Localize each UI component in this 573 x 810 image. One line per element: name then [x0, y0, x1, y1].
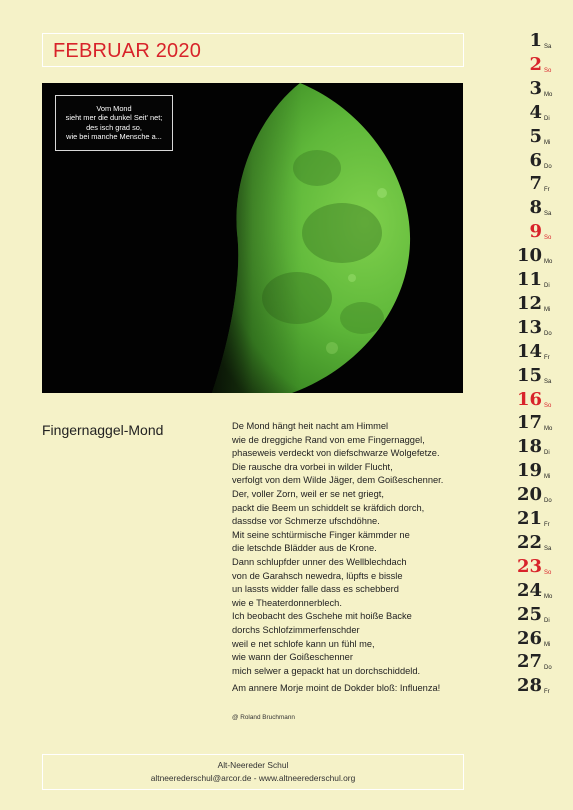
day-number: 5 — [529, 125, 542, 147]
weekday-label: Sa — [544, 545, 552, 552]
day-number: 10 — [516, 245, 542, 267]
calendar-day — [508, 172, 573, 194]
day-number: 2 — [529, 53, 542, 75]
poem-line: Ich beobacht des Gschehe mit hoiße Backe — [232, 611, 412, 622]
poem-ending: Am annere Morje moint de Dokder bloß: Influenza! — [232, 683, 441, 694]
calendar-day — [508, 149, 573, 171]
quote-line: Vom Mond — [96, 104, 132, 113]
calendar-day — [508, 125, 573, 147]
calendar-day — [508, 603, 573, 625]
calendar-day — [508, 459, 573, 481]
weekday-label: Mi — [544, 641, 551, 648]
day-number: 8 — [529, 197, 542, 219]
weekday-label: So — [544, 67, 552, 74]
weekday-label: Do — [544, 498, 552, 505]
title-box — [42, 33, 464, 67]
calendar-day — [508, 531, 573, 553]
calendar-day — [508, 388, 573, 410]
weekday-label: So — [544, 235, 552, 242]
calendar-day — [508, 579, 573, 601]
day-number: 6 — [529, 149, 542, 171]
calendar-day — [508, 555, 573, 577]
day-number: 19 — [516, 460, 542, 482]
poem-title: Fingernaggel-Mond — [42, 422, 164, 438]
weekday-label: Mo — [544, 426, 553, 433]
weekday-label: Sa — [544, 211, 552, 218]
poem-line: Dann schlupfder unner des Wellblechdach — [232, 556, 407, 567]
calendar-day — [508, 650, 573, 672]
calendar-day — [508, 435, 573, 457]
weekday-label: Di — [544, 450, 550, 457]
calendar-day — [508, 77, 573, 99]
calendar-day — [508, 411, 573, 433]
calendar-day — [508, 196, 573, 218]
day-number: 25 — [516, 603, 542, 625]
day-number: 16 — [516, 388, 542, 410]
day-number: 14 — [516, 340, 542, 362]
day-number: 15 — [516, 364, 542, 386]
day-number: 11 — [516, 269, 542, 290]
calendar-day — [508, 364, 573, 386]
poem-line: wie de dreggiche Rand von eme Fingernaggel, — [232, 434, 425, 445]
poem-line: Die rausche dra vorbei in wilder Flucht, — [232, 461, 393, 472]
calendar-day — [508, 483, 573, 505]
weekday-label: So — [544, 402, 552, 409]
quote-line: sieht mer die dunkel Seit' net; — [65, 113, 163, 123]
poem-line: De Mond hängt heit nacht am Himmel — [232, 421, 389, 431]
calendar-day — [508, 292, 573, 314]
moon-quote — [55, 95, 173, 151]
calendar-day — [508, 627, 573, 649]
weekday-label: Mo — [544, 259, 553, 266]
poem-line: die letschde Blädder aus de Krone. — [232, 543, 377, 554]
calendar-day — [508, 244, 573, 266]
weekday-label: Mo — [544, 91, 553, 98]
poem-line: Mit seine schtürmische Finger kämmder ne — [232, 529, 410, 540]
weekday-label: Mi — [544, 474, 551, 481]
footer-contact[interactable]: altneerederschul@arcor.de - www.altneerederschul.org — [150, 773, 356, 783]
day-number: 28 — [516, 675, 542, 697]
weekday-label: Do — [544, 163, 552, 170]
day-number: 17 — [516, 412, 542, 434]
calendar-day — [508, 53, 573, 75]
quote-line: des isch grad so, — [86, 122, 142, 132]
poem-line: mich selwer a gepackt hat un dorchschiddeld. — [232, 665, 421, 676]
poem-line: von de Garahsch newedra, lüpfts e bissle — [232, 570, 403, 581]
poem-line: dorchs Schlofzimmerfenschder — [232, 624, 360, 635]
day-number: 13 — [516, 316, 542, 338]
day-number: 9 — [529, 221, 542, 243]
day-number: 4 — [529, 101, 542, 123]
weekday-label: Do — [544, 330, 552, 337]
day-number: 3 — [529, 77, 542, 99]
weekday-label: Do — [544, 665, 552, 672]
weekday-label: Fr — [544, 354, 550, 361]
day-number: 23 — [516, 555, 542, 577]
poem-line: Der, voller Zorn, weil er se net griegt, — [232, 488, 384, 499]
calendar-day — [508, 674, 573, 696]
weekday-label: Fr — [544, 187, 550, 194]
poem-line: packt die Beem un schiddelt se kräfdich dorch, — [232, 502, 425, 513]
weekday-label: Di — [544, 617, 550, 624]
day-number: 20 — [516, 484, 542, 506]
day-number: 24 — [516, 579, 542, 601]
weekday-label: Fr — [544, 522, 550, 528]
day-number: 18 — [516, 436, 542, 458]
weekday-label: Sa — [544, 44, 552, 50]
weekday-label: Mi — [544, 306, 551, 313]
calendar-day — [508, 29, 573, 51]
weekday-label: Di — [544, 283, 550, 289]
day-number: 1 — [529, 30, 542, 51]
quote-line: wie bei manche Mensche a... — [66, 132, 162, 142]
day-number: 21 — [516, 508, 542, 529]
poem-line: weil e net schlofe kann un fühl me, — [232, 638, 375, 649]
footer — [42, 754, 464, 790]
poem-line: wie e Theaterdonnerblech. — [232, 597, 342, 608]
calendar-day — [508, 316, 573, 338]
weekday-label: Di — [544, 115, 550, 122]
poem-line: phaseweis verdeckt von diefschwarze Wolgefetze. — [232, 448, 440, 459]
page-title: FEBRUAR 2020 — [53, 40, 202, 62]
calendar-day — [508, 340, 573, 362]
weekday-label: Mi — [544, 139, 551, 146]
day-number: 22 — [516, 531, 542, 553]
day-number: 26 — [516, 627, 542, 649]
footer-school-name: Alt-Neereder Schul — [217, 760, 289, 770]
poem-line: verfolgt von dem Wilde Jäger, dem Goißeschenner. — [232, 475, 444, 486]
day-number: 27 — [516, 651, 542, 673]
day-number: 12 — [516, 292, 542, 314]
weekday-label: So — [544, 569, 552, 576]
copyright-note: @ Roland Bruchmann — [232, 714, 295, 721]
weekday-label: Sa — [544, 378, 552, 385]
poem-text — [232, 420, 472, 696]
weekday-label: Mo — [544, 593, 553, 600]
moon-photo — [42, 83, 463, 393]
calendar-day — [508, 220, 573, 242]
calendar-day — [508, 507, 573, 529]
calendar-day — [508, 101, 573, 123]
weekday-label: Fr — [544, 689, 550, 696]
poem-line: wie wann der Goißeschenner — [232, 652, 353, 663]
calendar-day — [508, 268, 573, 290]
day-number: 7 — [529, 173, 542, 195]
poem-line: un lassts widder falle dass es schebberd — [232, 584, 399, 595]
poem-line: dassdse vor Schmerze ufschdöhne. — [232, 516, 380, 527]
